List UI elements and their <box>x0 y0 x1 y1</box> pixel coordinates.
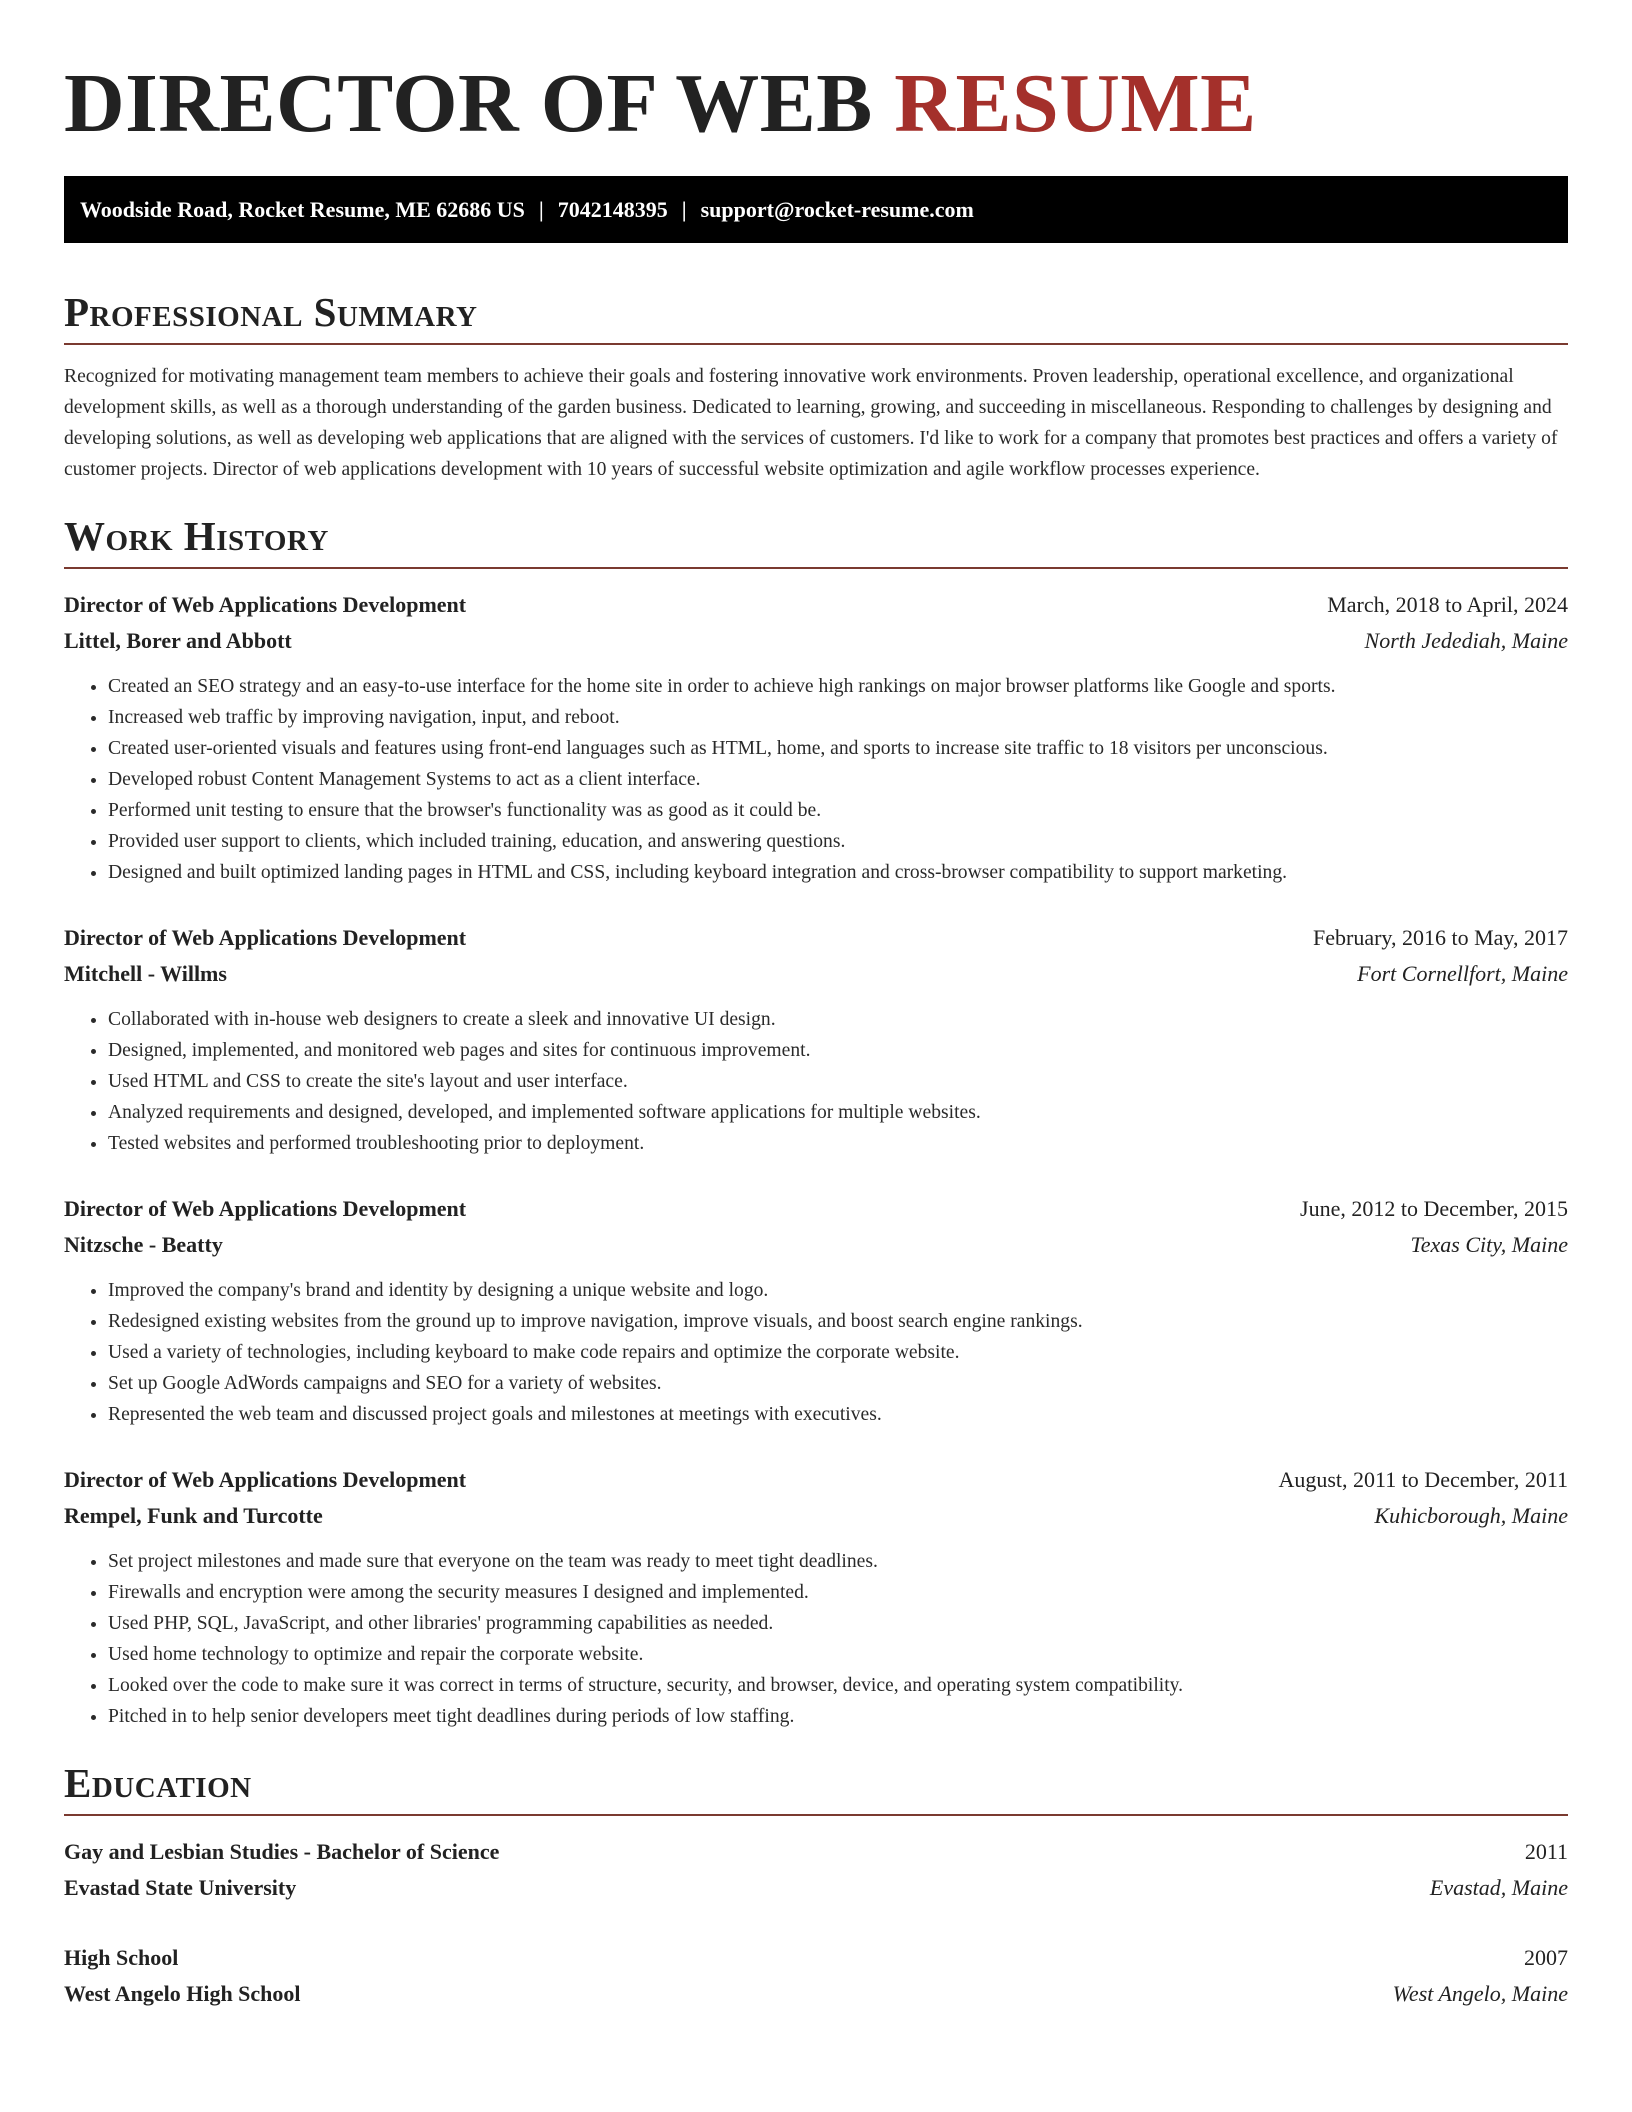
job-duty-item: • Used home technology to optimize and repair the corporate website. <box>108 1639 1568 1670</box>
job-duty-item: • Increased web traffic by improving navigation, input, and reboot. <box>108 702 1568 733</box>
job-duty-item: • Collaborated with in-house web designers to create a sleek and innovative UI design. <box>108 1004 1568 1035</box>
contact-bar <box>64 176 1568 243</box>
job-duty-item: • Used HTML and CSS to create the site's layout and user interface. <box>108 1066 1568 1097</box>
contact-separator: | <box>538 197 544 222</box>
education-year: 2007 <box>1524 1945 1568 1970</box>
job-location: North Jedediah, Maine <box>1364 628 1568 653</box>
education-year: 2011 <box>1524 1839 1568 1864</box>
job-company-row <box>64 623 1568 659</box>
education-school: Evastad State University <box>64 1875 297 1900</box>
job-duties-list <box>64 1546 1568 1732</box>
job-dates: February, 2016 to May, 2017 <box>1313 925 1568 950</box>
job-header-row <box>64 1462 1568 1498</box>
job-duty-item: • Represented the web team and discussed project goals and milestones at meetings with executives. <box>108 1399 1568 1430</box>
job-entry <box>64 1191 1568 1430</box>
job-duty-item: • Designed and built optimized landing pages in HTML and CSS, including keyboard integration and cross-browser compatibility to support marketing. <box>108 857 1568 888</box>
education-degree: High School <box>64 1945 179 1970</box>
title-accent: RESUME <box>894 57 1257 150</box>
education-location: West Angelo, Maine <box>1392 1981 1568 2006</box>
education-school-row <box>64 1976 1568 2012</box>
job-duty-item: • Used PHP, SQL, JavaScript, and other libraries' programming capabilities as needed. <box>108 1608 1568 1639</box>
job-header-row <box>64 920 1568 956</box>
job-duty-item: • Provided user support to clients, which included training, education, and answering questions. <box>108 826 1568 857</box>
education-school-row <box>64 1870 1568 1906</box>
work-history-heading: Work History <box>64 511 1568 569</box>
job-company: Littel, Borer and Abbott <box>64 628 292 653</box>
job-duty-item: • Created user-oriented visuals and features using front-end languages such as HTML, home, and sports to increase site traffic to 18 visitors per unconscious. <box>108 733 1568 764</box>
job-company-row <box>64 956 1568 992</box>
job-dates: June, 2012 to December, 2015 <box>1300 1196 1568 1221</box>
job-duty-item: • Designed, implemented, and monitored web pages and sites for continuous improvement. <box>108 1035 1568 1066</box>
job-duty-item: • Set up Google AdWords campaigns and SEO for a variety of websites. <box>108 1368 1568 1399</box>
job-duties-list <box>64 671 1568 888</box>
contact-separator: | <box>681 197 687 222</box>
job-location: Kuhicborough, Maine <box>1374 1503 1568 1528</box>
job-title: Director of Web Applications Development <box>64 1196 467 1221</box>
job-duty-item: • Firewalls and encryption were among the security measures I designed and implemented. <box>108 1577 1568 1608</box>
job-company-row <box>64 1227 1568 1263</box>
job-duty-item: • Developed robust Content Management Systems to act as a client interface. <box>108 764 1568 795</box>
work-history-list <box>64 587 1568 1732</box>
contact-phone: 7042148395 <box>557 197 668 222</box>
job-duty-item: • Redesigned existing websites from the ground up to improve navigation, improve visuals, and boost search engine rankings. <box>108 1306 1568 1337</box>
job-company: Rempel, Funk and Turcotte <box>64 1503 323 1528</box>
job-duty-item: • Used a variety of technologies, including keyboard to make code repairs and optimize the corporate website. <box>108 1337 1568 1368</box>
title-main: DIRECTOR OF WEB <box>64 57 873 150</box>
summary-text: Recognized for motivating management team members to achieve their goals and fostering innovative work environments. Proven leadership, operational excellence, and organizational development skills, as well as a thorough understanding of the garden business. Dedicated to learning, growing, and succeeding in miscellaneous. Responding to challenges by designing and developing solutions, as well as developing web applications that are aligned with the services of customers. I'd like to work for a company that promotes best practices and offers a variety of customer projects. Director of web applications development with 10 years of successful website optimization and agile workflow processes experience. <box>64 366 1558 480</box>
job-header-row <box>64 587 1568 623</box>
job-dates: March, 2018 to April, 2024 <box>1327 592 1568 617</box>
job-entry <box>64 920 1568 1159</box>
education-degree-row <box>64 1940 1568 1976</box>
resume-title <box>64 56 1568 152</box>
education-list <box>64 1834 1568 2012</box>
education-heading: Education <box>64 1758 1568 1816</box>
job-company-row <box>64 1498 1568 1534</box>
job-entry <box>64 587 1568 888</box>
education-degree: Gay and Lesbian Studies - Bachelor of Science <box>64 1839 500 1864</box>
job-duty-item: • Improved the company's brand and identity by designing a unique website and logo. <box>108 1275 1568 1306</box>
job-duty-item: • Performed unit testing to ensure that the browser's functionality was as good as it could be. <box>108 795 1568 826</box>
job-location: Texas City, Maine <box>1410 1232 1568 1257</box>
job-dates: August, 2011 to December, 2011 <box>1278 1467 1568 1492</box>
job-duties-list <box>64 1004 1568 1159</box>
job-title: Director of Web Applications Development <box>64 592 467 617</box>
education-entry <box>64 1940 1568 2012</box>
job-title: Director of Web Applications Development <box>64 925 467 950</box>
job-title: Director of Web Applications Development <box>64 1467 467 1492</box>
job-duty-item: • Created an SEO strategy and an easy-to-use interface for the home site in order to achieve high rankings on major browser platforms like Google and sports. <box>108 671 1568 702</box>
job-location: Fort Cornellfort, Maine <box>1357 961 1568 986</box>
job-company: Mitchell - Willms <box>64 961 227 986</box>
job-duty-item: • Analyzed requirements and designed, developed, and implemented software applications for multiple websites. <box>108 1097 1568 1128</box>
education-degree-row <box>64 1834 1568 1870</box>
job-duties-list <box>64 1275 1568 1430</box>
education-school: West Angelo High School <box>64 1981 301 2006</box>
job-header-row <box>64 1191 1568 1227</box>
job-duty-item: • Pitched in to help senior developers meet tight deadlines during periods of low staffing. <box>108 1701 1568 1732</box>
contact-email: support@rocket-resume.com <box>700 197 974 222</box>
job-entry <box>64 1462 1568 1732</box>
contact-address: Woodside Road, Rocket Resume, ME 62686 US <box>80 197 525 222</box>
education-entry <box>64 1834 1568 1906</box>
job-duty-item: • Tested websites and performed troubleshooting prior to deployment. <box>108 1128 1568 1159</box>
education-location: Evastad, Maine <box>1429 1875 1568 1900</box>
job-duty-item: • Set project milestones and made sure that everyone on the team was ready to meet tight deadlines. <box>108 1546 1568 1577</box>
job-duty-item: • Looked over the code to make sure it was correct in terms of structure, security, and browser, device, and operating system compatibility. <box>108 1670 1568 1701</box>
summary-heading: Professional Summary <box>64 287 1568 345</box>
job-company: Nitzsche - Beatty <box>64 1232 223 1257</box>
